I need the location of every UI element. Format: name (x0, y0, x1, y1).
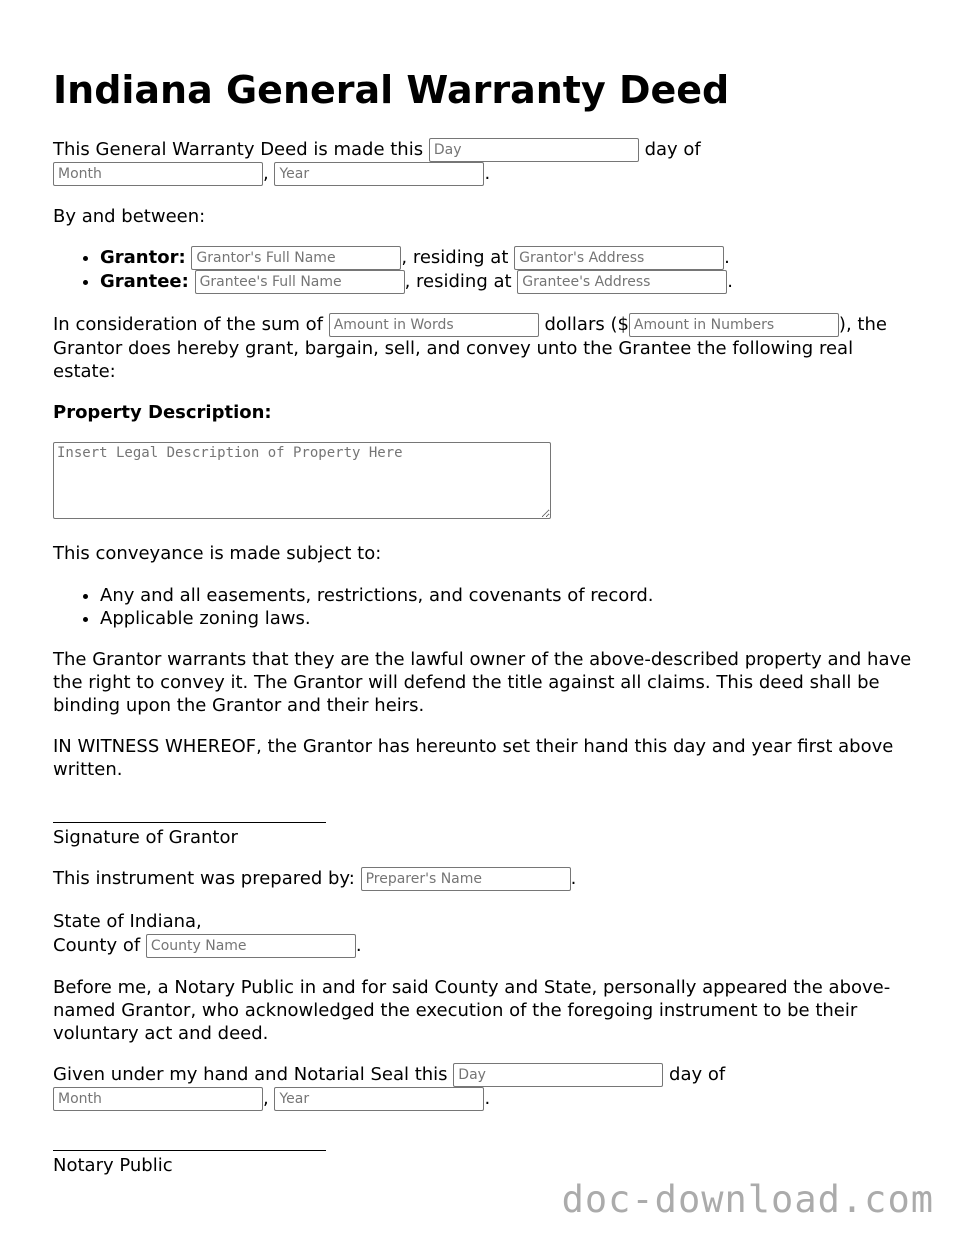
notary-public-label: Notary Public (53, 1155, 173, 1176)
grantor-label: Grantor: (100, 247, 186, 268)
grantee-name-input[interactable] (195, 270, 405, 294)
period-text: . (484, 1088, 491, 1109)
residing-text: , residing at (401, 247, 509, 268)
dollars-text: dollars ($ (544, 314, 629, 335)
between-text: By and between: (53, 206, 206, 227)
grantor-item (100, 246, 913, 270)
list-item: • Applicable zoning laws. (100, 607, 913, 630)
subject-to-text: This conveyance is made subject to: (53, 543, 382, 564)
consideration-prefix: In consideration of the sum of (53, 314, 323, 335)
deed-day-input[interactable] (429, 138, 639, 162)
seal-month-input[interactable] (53, 1087, 263, 1111)
residing-text: , residing at (404, 271, 512, 292)
grantee-item (100, 270, 913, 294)
grantor-address-input[interactable] (514, 246, 724, 270)
deed-document (53, 66, 913, 1177)
grantor-name-input[interactable] (191, 246, 401, 270)
property-description-textarea[interactable] (53, 442, 551, 519)
preparer-name-input[interactable] (361, 867, 571, 891)
grantor-signature-line (53, 822, 326, 823)
prepared-by-paragraph (53, 867, 913, 891)
given-text: Given under my hand and Notarial Seal this (53, 1064, 448, 1085)
list-item: • Any and all easements, restrictions, and covenants of record. (100, 584, 913, 607)
intro-text: This General Warranty Deed is made this (53, 139, 424, 160)
comma-text: , (263, 163, 269, 184)
seal-year-input[interactable] (274, 1087, 484, 1111)
venue-paragraph (53, 910, 913, 958)
given-paragraph (53, 1063, 913, 1111)
period-text: . (355, 935, 362, 956)
grantee-label: Grantee: (100, 271, 189, 292)
day-of-text: day of (669, 1064, 726, 1085)
county-name-input[interactable] (146, 934, 356, 958)
seal-day-input[interactable] (453, 1063, 663, 1087)
notary-signature-line (53, 1150, 326, 1151)
consideration-paragraph (53, 313, 913, 383)
property-heading-text: Property Description: (53, 402, 272, 423)
parties-list (53, 246, 913, 294)
period-text: . (727, 271, 734, 292)
county-label: County of (53, 935, 141, 956)
grantor-signature-label: Signature of Grantor (53, 827, 238, 848)
warranty-paragraph: The Grantor warrants that they are the lawful owner of the above-described property and have the right to convey it. The Grantor will defend the title against all claims. This deed shall be binding upon the Grantor and their heirs. (53, 649, 912, 716)
deed-month-input[interactable] (53, 162, 263, 186)
watermark: doc-download.com (561, 1178, 934, 1221)
subject-to-list (53, 584, 913, 630)
grantee-address-input[interactable] (517, 270, 727, 294)
period-text: . (724, 247, 730, 268)
property-heading (53, 401, 913, 424)
prepared-by-text: This instrument was prepared by: (53, 868, 355, 889)
consideration-suffix: ), the Grantor does hereby grant, bargain, sell, and convey unto the Grantee the following real estate: (53, 314, 887, 382)
intro-paragraph (53, 138, 913, 186)
deed-year-input[interactable] (274, 162, 484, 186)
period-text: . (484, 163, 491, 184)
day-of-text: day of (644, 139, 701, 160)
period-text: . (570, 868, 577, 889)
state-text: State of Indiana, (53, 911, 202, 932)
page-title: Indiana General Warranty Deed (53, 68, 730, 112)
comma-text: , (263, 1088, 269, 1109)
notary-paragraph: Before me, a Notary Public in and for said County and State, personally appeared the above-named Grantor, who acknowledged the execution of the foregoing instrument to be their voluntary act and deed. (53, 977, 891, 1044)
witness-paragraph: IN WITNESS WHEREOF, the Grantor has hereunto set their hand this day and year first above written. (53, 736, 894, 780)
amount-numbers-input[interactable] (629, 313, 839, 337)
amount-words-input[interactable] (329, 313, 539, 337)
